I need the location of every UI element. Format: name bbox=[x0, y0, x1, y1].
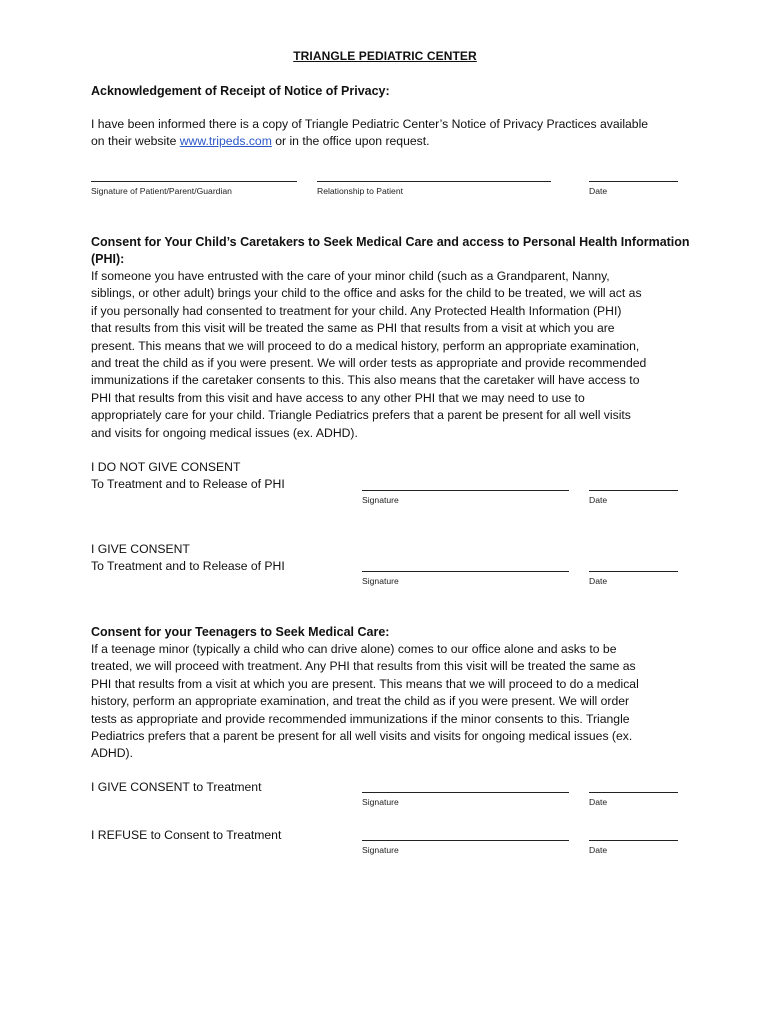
give-consent-date-label: Date bbox=[589, 576, 608, 586]
privacy-date-line[interactable] bbox=[589, 181, 678, 182]
teen-refuse-signature-line[interactable] bbox=[362, 840, 569, 841]
paragraph-line: immunizations if the caretaker consents to this. This also means that the caretaker will have access to bbox=[91, 373, 640, 388]
relationship-label: Relationship to Patient bbox=[317, 186, 403, 196]
no-consent-date-label: Date bbox=[589, 495, 608, 505]
no-consent-sublabel: To Treatment and to Release of PHI bbox=[91, 477, 285, 492]
paragraph-line: that results from this visit will be treated the same as PHI that results from a visit at which you are bbox=[91, 321, 615, 336]
teen-give-consent-signature-line[interactable] bbox=[362, 792, 569, 793]
teen-refuse-date-label: Date bbox=[589, 845, 608, 855]
no-consent-signature-line[interactable] bbox=[362, 490, 569, 491]
no-consent-date-line[interactable] bbox=[589, 490, 678, 491]
teen-give-consent-signature-label: Signature bbox=[362, 797, 399, 807]
paragraph-line: appropriately care for your child. Triangle Pediatrics prefers that a parent be present for all well visits bbox=[91, 408, 631, 423]
privacy-text-fragment: or in the office upon request. bbox=[271, 134, 430, 149]
paragraph-line: PHI that results from this visit and have access to any other PHI that we may need to use to bbox=[91, 390, 585, 405]
teenagers-heading: Consent for your Teenagers to Seek Medical Care: bbox=[91, 625, 390, 639]
patient-signature-line[interactable] bbox=[91, 181, 297, 182]
give-consent-date-line[interactable] bbox=[589, 571, 678, 572]
teen-give-consent-date-label: Date bbox=[589, 797, 608, 807]
teen-give-consent-date-line[interactable] bbox=[589, 792, 678, 793]
paragraph-line: If someone you have entrusted with the care of your minor child (such as a Grandparent, Nanny, bbox=[91, 269, 610, 283]
paragraph-line: Pediatrics prefers that a parent be present for all well visits and visits for ongoing medical issues (ex. bbox=[91, 729, 633, 744]
give-consent-label: I GIVE CONSENT bbox=[91, 542, 190, 556]
paragraph-line: ADHD). bbox=[91, 746, 133, 761]
paragraph-line: siblings, or other adult) brings your child to the office and asks for the child to be treated, we will act as bbox=[91, 286, 642, 301]
paragraph-line: If a teenage minor (typically a child who can drive alone) comes to our office alone and asks to be bbox=[91, 642, 617, 656]
no-consent-option bbox=[91, 459, 285, 494]
privacy-text-line: I have been informed there is a copy of Triangle Pediatric Center’s Notice of Privacy Practices available bbox=[91, 117, 649, 131]
patient-signature-label: Signature of Patient/Parent/Guardian bbox=[91, 186, 232, 196]
paragraph-line: and visits for ongoing medical issues (ex. ADHD). bbox=[91, 425, 358, 440]
privacy-heading: Acknowledgement of Receipt of Notice of Privacy: bbox=[91, 84, 390, 98]
privacy-paragraph bbox=[91, 116, 691, 151]
paragraph-line: if you personally had consented to treatment for your child. Any Protected Health Information (PHI) bbox=[91, 303, 622, 318]
teen-give-consent-label: I GIVE CONSENT to Treatment bbox=[91, 780, 262, 794]
no-consent-signature-label: Signature bbox=[362, 495, 399, 505]
caretakers-heading: Consent for Your Child’s Caretakers to Seek Medical Care and access to Personal Health Information bbox=[91, 235, 690, 249]
give-consent-option bbox=[91, 541, 285, 576]
paragraph-line: tests as appropriate and provide recommended immunizations if the minor consents to this. Triangle bbox=[91, 711, 630, 726]
no-consent-label: I DO NOT GIVE CONSENT bbox=[91, 460, 241, 474]
caretakers-paragraph bbox=[91, 268, 691, 442]
document-title: TRIANGLE PEDIATRIC CENTER bbox=[293, 49, 477, 63]
privacy-text-line bbox=[91, 133, 691, 150]
website-link[interactable]: www.tripeds.com bbox=[179, 134, 272, 149]
teen-refuse-consent-label: I REFUSE to Consent to Treatment bbox=[91, 828, 282, 842]
give-consent-signature-line[interactable] bbox=[362, 571, 569, 572]
paragraph-line: history, perform an appropriate examination, and treat the child as if you were present. We will order bbox=[91, 694, 630, 709]
relationship-line[interactable] bbox=[317, 181, 551, 182]
paragraph-line: and treat the child as if you were present. We will order tests as appropriate and provide recommended bbox=[91, 356, 647, 371]
teen-refuse-signature-label: Signature bbox=[362, 845, 399, 855]
privacy-date-label: Date bbox=[589, 186, 608, 196]
give-consent-sublabel: To Treatment and to Release of PHI bbox=[91, 559, 285, 574]
caretakers-heading-cont: (PHI): bbox=[91, 252, 125, 266]
paragraph-line: present. This means that we will proceed to do a medical history, perform an appropriate examination, bbox=[91, 338, 640, 353]
paragraph-line: treated, we will proceed with treatment. Any PHI that results from this visit will be treated the same as bbox=[91, 659, 636, 674]
paragraph-line: PHI that results from a visit at which you are present. This means that we will proceed to do a medical bbox=[91, 676, 639, 691]
teen-refuse-date-line[interactable] bbox=[589, 840, 678, 841]
privacy-text-fragment: on their website bbox=[91, 134, 180, 149]
give-consent-signature-label: Signature bbox=[362, 576, 399, 586]
teenagers-paragraph bbox=[91, 641, 691, 763]
